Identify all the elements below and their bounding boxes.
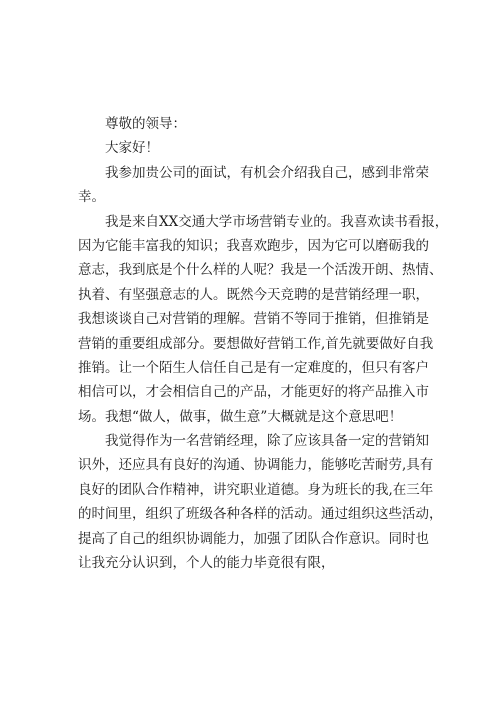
letter-body <box>78 112 449 575</box>
text-line: 我想谈谈自己对营销的理解。营销不等同于推销，但推销是 <box>78 311 429 328</box>
text-line: 相信可以，才会相信自己的产品，才能更好的将产品推入市 <box>78 384 429 401</box>
text-line: 执着、有坚强意志的人。既然今天竞聘的是营销经理一职， <box>78 286 429 303</box>
text-line: 推销。让一个陌生人信任自己是有一定难度的，但只有客户 <box>78 359 429 376</box>
text-line: 意志，我到底是个什么样的人呢？我是一个活泼开朗、热情、 <box>78 262 443 279</box>
text-line: 提高了自己的组织协调能力，加强了团队合作意识。同时也 <box>78 530 429 547</box>
text-line: 幸。 <box>78 189 105 206</box>
text-line: 大家好！ <box>105 140 159 157</box>
text-line: 营销的重要组成部分。要想做好营销工作,首先就要做好自我 <box>78 335 434 352</box>
text-line: 尊敬的领导： <box>105 116 186 132</box>
text-line: 我是来自XX交通大学市场营销专业的。我喜欢读书看报， <box>105 213 449 230</box>
text-line: 让我充分认识到，个人的能力毕竟很有限， <box>78 555 335 572</box>
text-line: 场。我想“做人，做事，做生意”大概就是这个意思吧！ <box>78 408 403 425</box>
text-line: 我参加贵公司的面试，有机会介绍我自己，感到非常荣 <box>105 164 429 181</box>
text-line: 的时间里，组织了班级各种各样的活动。通过组织这些活动， <box>78 506 443 523</box>
text-line: 因为它能丰富我的知识；我喜欢跑步，因为它可以磨砺我的 <box>78 237 429 254</box>
text-line: 识外，还应具有良好的沟通、协调能力，能够吃苦耐劳,具有 <box>78 457 434 474</box>
text-line: 我觉得作为一名营销经理，除了应该具备一定的营销知 <box>105 433 429 450</box>
text-line: 良好的团队合作精神，讲究职业道德。身为班长的我,在三年 <box>78 481 434 498</box>
